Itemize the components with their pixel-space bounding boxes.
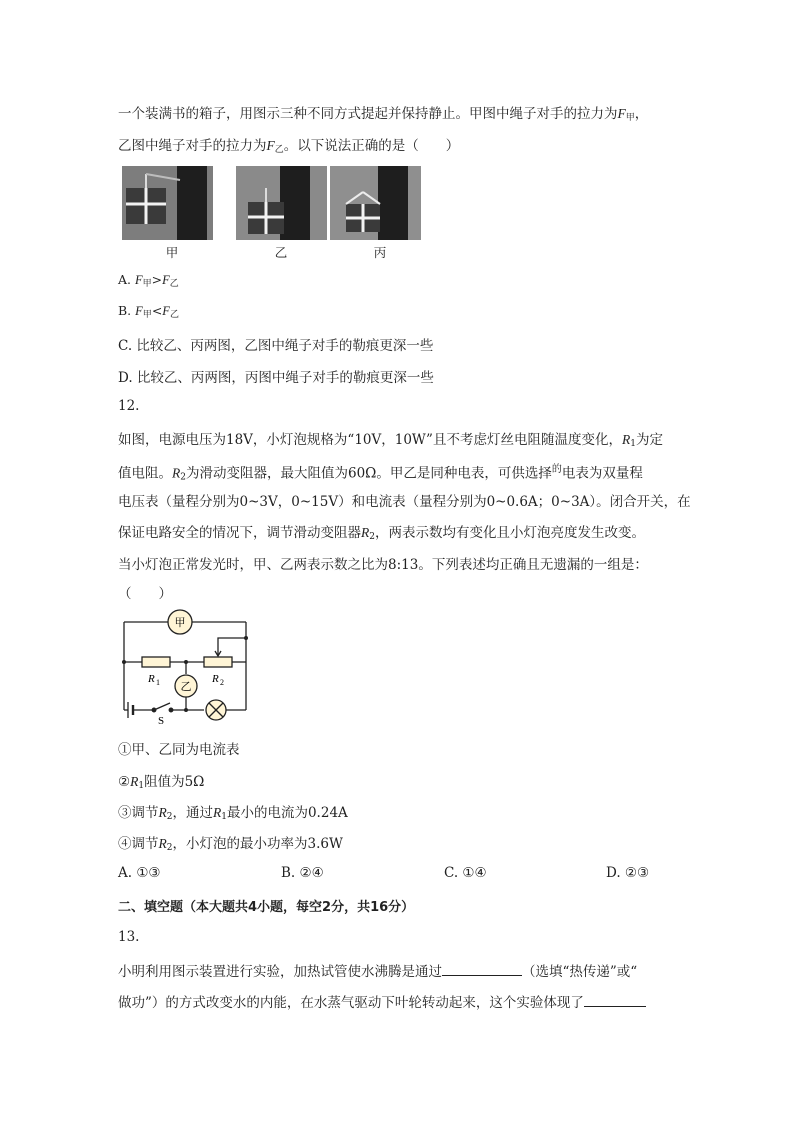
resistor-symbol: R	[621, 432, 631, 447]
force-symbol: F	[162, 304, 170, 318]
photo-bing	[330, 166, 421, 240]
q11-stem-tail: 。以下说法正确的是（ ）	[283, 138, 460, 154]
subscript: 2	[166, 812, 173, 822]
q12-text: ④调节	[118, 836, 159, 852]
caption-yi: 乙	[274, 245, 288, 260]
q12-text: ②	[118, 774, 131, 790]
r1-sub: 1	[156, 678, 160, 687]
q13-line1	[118, 960, 637, 980]
resistor-symbol: R	[361, 525, 370, 540]
force-symbol: F	[266, 138, 275, 153]
q12-text: ，通过	[172, 805, 213, 821]
q12-text: 保证电路安全的情况下，调节滑动变阻器	[118, 525, 361, 541]
option-letter: A.	[118, 272, 132, 287]
q12-statement-1: ①甲、乙同为电流表	[118, 742, 240, 758]
q13-text: 小明利用图示装置进行实验，加热试管使水沸腾是通过	[118, 964, 442, 980]
r2-label: R	[212, 673, 219, 685]
q12-line2	[118, 460, 643, 483]
q12-statement-3	[118, 801, 348, 822]
resistor-symbol: R	[212, 805, 222, 820]
q13-line2	[118, 991, 646, 1011]
q12-number: 12.	[118, 398, 140, 414]
q12-text: 为定	[635, 432, 663, 448]
answer-blank-1[interactable]	[442, 963, 522, 976]
subscript: 2	[369, 532, 375, 542]
q12-text: 如图，电源电压为18V，小灯泡规格为“10V，10W”且不考虑灯丝电阻随温度变化，	[118, 432, 622, 448]
q12-statement-2	[118, 770, 204, 791]
q12-line5: 当小灯泡正常发光时，甲、乙两表示数之比为8:13。下列表述均正确且无遗漏的一组是：	[118, 557, 648, 573]
q12-text: 值电阻。	[118, 465, 172, 482]
subscript: 乙	[169, 279, 179, 289]
q12-text: 阻值为5Ω	[144, 774, 205, 790]
photo-jia	[122, 166, 213, 240]
resistor-symbol: R	[158, 836, 167, 851]
photo-yi	[236, 166, 327, 240]
q11-option-b[interactable]	[118, 303, 179, 320]
q12-line1	[118, 428, 663, 449]
q12-option-d[interactable]: D. ②③	[606, 865, 650, 881]
relation: >	[151, 272, 163, 287]
q11-stem-line2	[118, 134, 459, 155]
relation: <	[151, 303, 163, 318]
subscript: 2	[180, 472, 186, 483]
q11-option-c[interactable]: C. 比较乙、丙两图，乙图中绳子对手的勒痕更深一些	[118, 338, 434, 354]
force-symbol: F	[617, 106, 626, 121]
subscript: 2	[166, 843, 173, 853]
subscript: 1	[630, 439, 636, 449]
q11-option-d[interactable]: D. 比较乙、丙两图，丙图中绳子对手的勒痕更深一些	[118, 370, 434, 386]
caption-bing: 丙	[373, 245, 387, 260]
punctuation: ，	[634, 106, 649, 122]
q12-text: 为滑动变阻器，最大阻值为60Ω。甲乙是同种电表，可供选择	[185, 465, 552, 482]
q11-stem-line1	[118, 102, 648, 123]
q12-line3: 电压表（量程分别为0~3V，0~15V）和电流表（量程分别为0~0.6A；0~3A）。闭合开关，在	[118, 494, 691, 510]
q13-text: 做功”）的方式改变水的内能，在水蒸气驱动下叶轮转动起来，这个实验体现了	[118, 995, 584, 1011]
q12-line6: （ ）	[118, 586, 172, 602]
force-symbol: F	[162, 273, 170, 287]
q12-option-c[interactable]: C. ①④	[444, 865, 487, 881]
force-subscript-jia: 甲	[625, 113, 635, 123]
q12-text: ，两表示数均有变化且小灯泡亮度发生改变。	[374, 525, 645, 541]
resistor-symbol: R	[158, 805, 167, 820]
q11-stem-text: 一个装满书的箱子，用图示三种不同方式提起并保持静止。甲图中绳子对手的拉力为	[118, 106, 618, 122]
q12-text: ，小灯泡的最小功率为3.6W	[172, 836, 343, 852]
q12-text: 电表为双量程	[561, 465, 643, 482]
q12-option-b[interactable]: B. ②④	[281, 865, 324, 881]
subscript: 1	[221, 812, 227, 822]
subscript: 甲	[142, 310, 152, 320]
subscript: 乙	[169, 310, 179, 320]
q13-text: （选填“热传递”或“	[522, 964, 638, 980]
force-subscript-yi: 乙	[274, 145, 284, 155]
q11-stem-text2: 乙图中绳子对手的拉力为	[118, 138, 267, 154]
resistor-symbol: R	[172, 465, 181, 481]
circuit-diagram	[116, 606, 256, 724]
option-letter: B.	[118, 303, 132, 318]
q12-line4	[118, 521, 645, 542]
q12-text-sup: 的	[551, 464, 562, 475]
meter-yi-label: 乙	[180, 680, 192, 693]
caption-jia: 甲	[165, 245, 179, 260]
force-symbol: F	[135, 304, 143, 318]
answer-blank-2[interactable]	[584, 994, 646, 1007]
q12-text: ③调节	[118, 805, 159, 821]
resistor-symbol: R	[130, 774, 139, 789]
r1-label: R	[148, 673, 155, 685]
switch-label: S	[158, 715, 165, 724]
subscript: 1	[138, 781, 145, 791]
section-heading: 二、填空题（本大题共4小题，每空2分，共16分）	[118, 900, 415, 915]
q13-number: 13.	[118, 929, 140, 945]
q11-option-a[interactable]	[118, 272, 179, 289]
force-symbol: F	[135, 273, 143, 287]
r2-sub: 2	[220, 678, 224, 687]
meter-jia-label: 甲	[174, 616, 186, 629]
q12-option-a[interactable]: A. ①③	[118, 865, 161, 881]
q12-text: 最小的电流为0.24A	[226, 805, 348, 821]
subscript: 甲	[142, 279, 152, 289]
q12-statement-4	[118, 832, 343, 853]
